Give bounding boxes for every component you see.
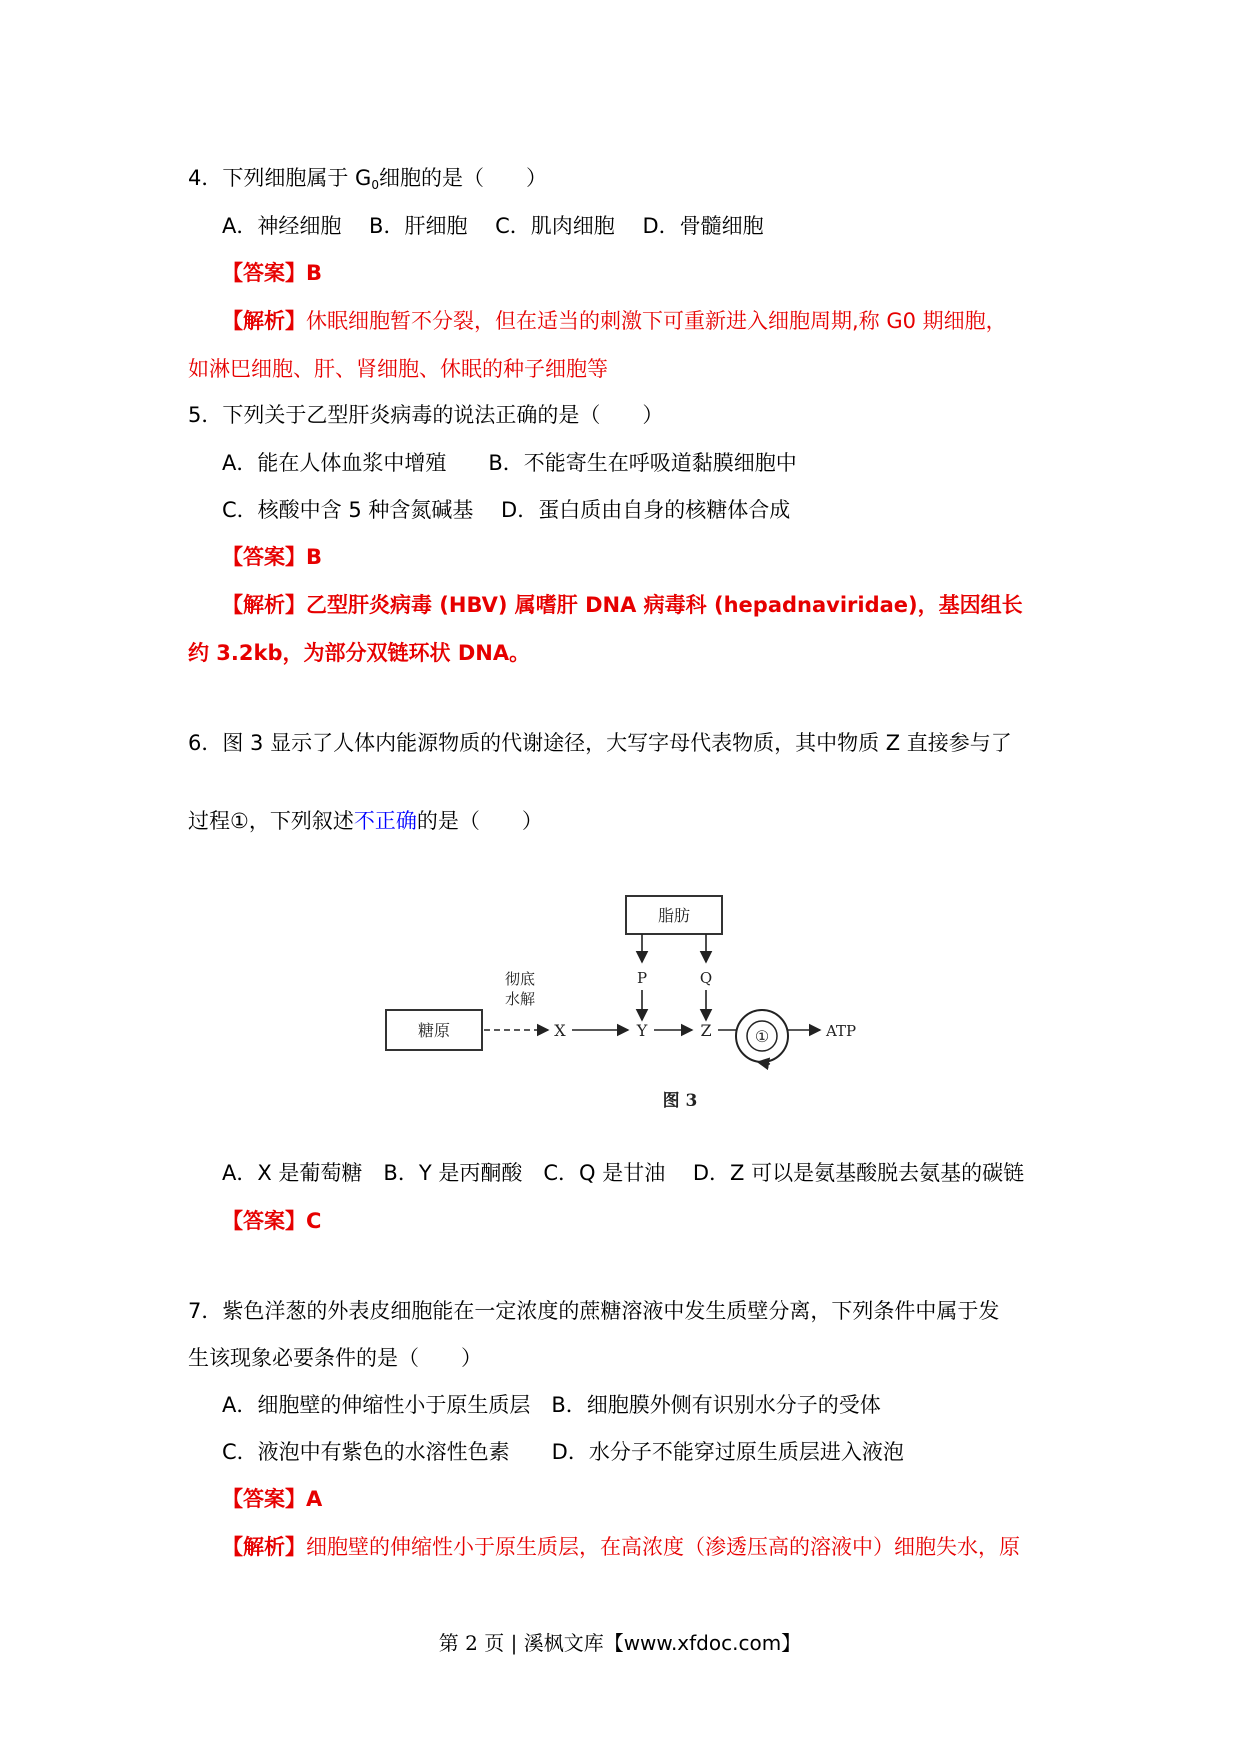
fat-box-label: 脂肪 xyxy=(657,906,691,925)
q4-options: A．神经细胞 B．肝细胞 C．肌肉细胞 D．骨髓细胞 xyxy=(222,214,764,238)
metabolic-pathway-figure xyxy=(380,880,880,1120)
q6-answer: 【答案】C xyxy=(222,1209,322,1233)
q4-analysis-line-2: 如淋巴细胞、肝、肾细胞、休眠的种子细胞等 xyxy=(188,357,608,381)
footer-url: 【www.xfdoc.com】 xyxy=(603,1631,802,1655)
q5-options-2: C．核酸中含 5 种含氮碱基 D．蛋白质由自身的核糖体合成 xyxy=(222,498,791,522)
hydrolysis-label-2: 水解 xyxy=(504,990,536,1008)
label-x: X xyxy=(554,1021,566,1040)
q6-emphasis: 不正确 xyxy=(353,809,417,833)
label-q: Q xyxy=(699,969,713,987)
q6-options: A．X 是葡萄糖 B．Y 是丙酮酸 C．Q 是甘油 D．Z 可以是氨基酸脱去氨基的碳链 xyxy=(222,1161,1025,1185)
label-atp: ATP xyxy=(826,1022,857,1040)
q7-stem-line-1: 7．紫色洋葱的外表皮细胞能在一定浓度的蔗糖溶液中发生质壁分离，下列条件中属于发 xyxy=(188,1299,1000,1323)
footer-page-info: 第 2 页 | 溪枫文库 xyxy=(438,1631,604,1655)
cycle-return-arrow xyxy=(758,1062,770,1064)
q4-answer: 【答案】B xyxy=(222,261,323,285)
q5-analysis-line-1: 【解析】乙型肝炎病毒 (HBV) 属嗜肝 DNA 病毒科 (hepadnaviridae)，基因组长 xyxy=(222,593,1023,617)
q7-options-1: A．细胞壁的伸缩性小于原生质层 B．细胞膜外侧有识别水分子的受体 xyxy=(222,1393,881,1417)
q5-analysis-line-2: 约 3.2kb，为部分双链环状 DNA。 xyxy=(188,641,531,665)
q7-stem-line-2: 生该现象必要条件的是（ ） xyxy=(188,1346,482,1370)
label-p: P xyxy=(636,969,648,987)
q6-stem-line-2: 过程①，下列叙述不正确的是（ ） xyxy=(188,809,543,833)
q7-answer: 【答案】A xyxy=(222,1487,323,1511)
figure-caption: 图 3 xyxy=(662,1091,698,1111)
q5-answer: 【答案】B xyxy=(222,545,323,569)
q4-subscript: 0 xyxy=(371,178,379,192)
q4-analysis-label: 【解析】 xyxy=(222,309,306,333)
glycogen-box-label: 糖原 xyxy=(417,1021,451,1040)
label-z: Z xyxy=(700,1021,712,1040)
q4-stem: 4．下列细胞属于 $G_0$细胞的是（ ） xyxy=(188,166,547,192)
hydrolysis-label-1: 彻底 xyxy=(504,970,536,988)
q7-analysis-label: 【解析】 xyxy=(222,1535,306,1559)
page-footer xyxy=(0,1628,1240,1658)
q7-analysis-line-1: 【解析】细胞壁的伸缩性小于原生质层，在高浓度（渗透压高的溶液中）细胞失水，原 xyxy=(222,1535,1020,1559)
q5-stem: 5．下列关于乙型肝炎病毒的说法正确的是（ ） xyxy=(188,403,664,427)
label-y: Y xyxy=(636,1021,648,1040)
q7-options-2: C．液泡中有紫色的水溶性色素 D．水分子不能穿过原生质层进入液泡 xyxy=(222,1440,904,1464)
process-label: ① xyxy=(754,1027,770,1046)
q6-stem-line-1: 6．图 3 显示了人体内能源物质的代谢途径，大写字母代表物质，其中物质 Z 直接参与了 xyxy=(188,731,1012,755)
q5-options-1: A．能在人体血浆中增殖 B．不能寄生在呼吸道黏膜细胞中 xyxy=(222,451,797,475)
q4-analysis-line-1: 【解析】休眠细胞暂不分裂，但在适当的刺激下可重新进入细胞周期,称 G0 期细胞， xyxy=(222,309,1007,333)
